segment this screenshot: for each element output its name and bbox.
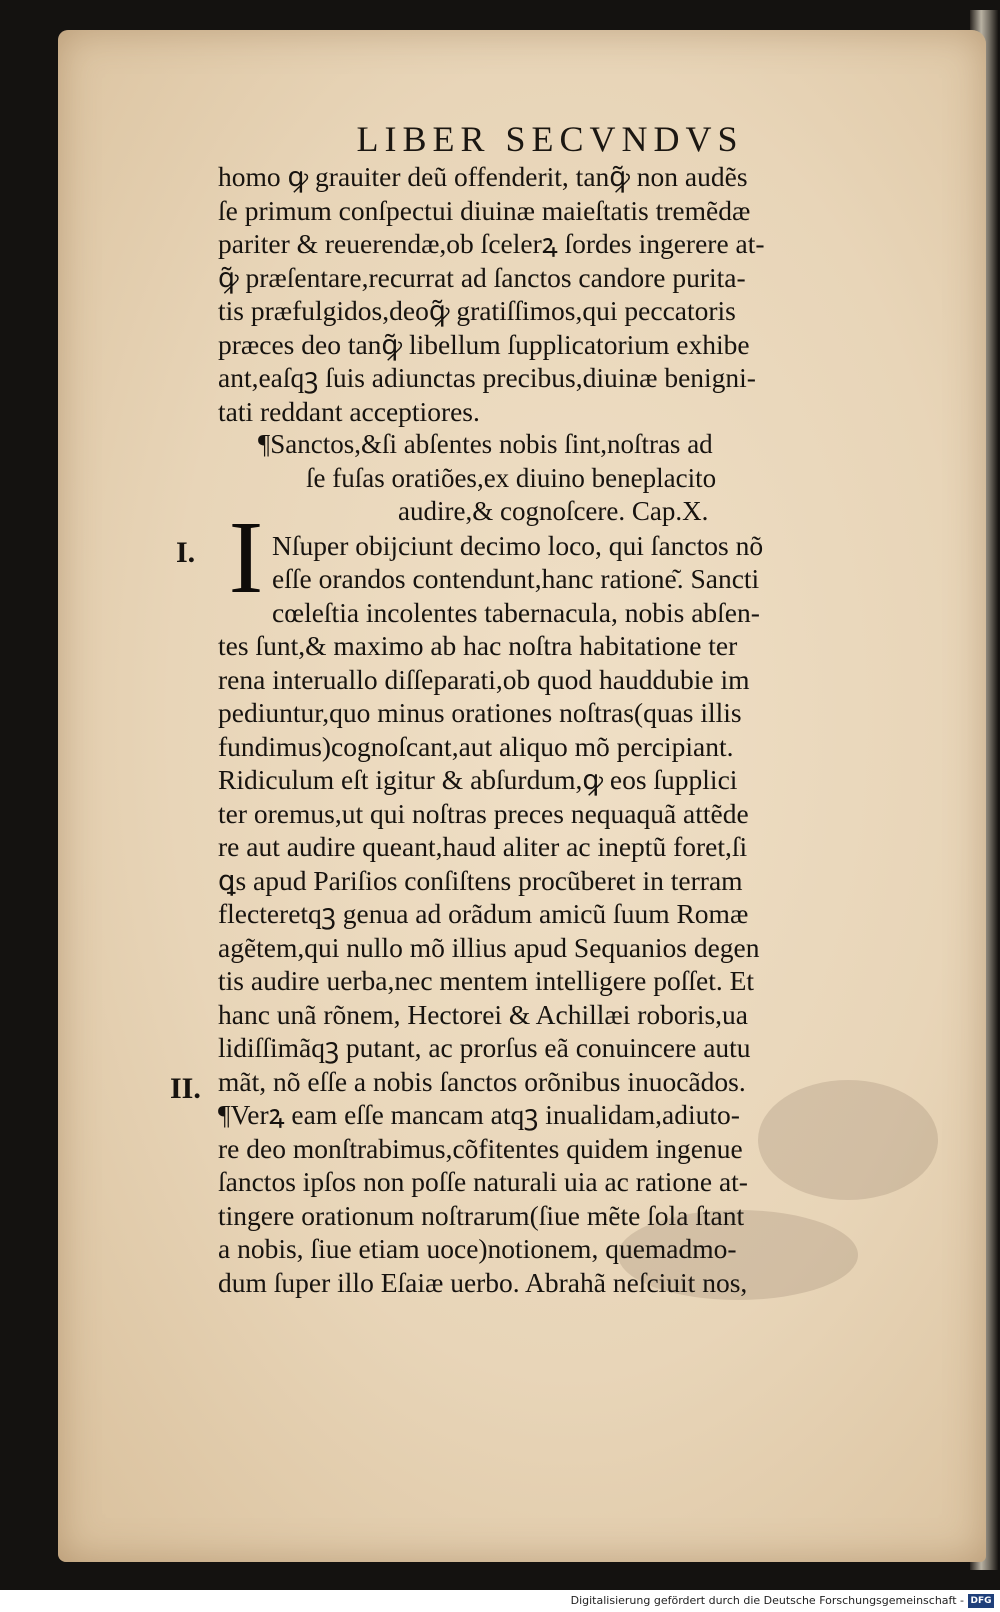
text-line: mãt, nõ eſſe a nobis ſanctos orõnibus inuocãdos. [218,1065,746,1097]
text-line: ant,eaſqꝫ ſuis adiunctas precibus,diuinæ benigni- [218,362,756,393]
text-line: tis præfulgidos,deoꝙ̃ gratiſſimos,qui peccatoris [218,295,736,326]
text-line: homo ꝙ grauiter deũ offenderit, tanꝙ̃ non audẽs [218,161,748,192]
drop-initial-lines [218,529,898,630]
heading-line: ¶Sanctos,&ſi abſentes nobis ſint,noſtras ad [258,429,713,459]
text-line: ter oremus,ut qui noſtras preces nequaquã attẽde [218,797,749,829]
text-line: tingere orationum noſtrarum(ſiue mẽte ſola ſtant [218,1199,745,1231]
body-paragraph [218,629,898,1098]
heading-line: audire,& cognoſcere. Cap.X. [398,496,709,526]
marginal-number-2: II. [170,1072,201,1105]
text-line: rena interuallo diſſeparati,ob quod hauddubie im [218,663,750,695]
text-line: ſanctos ipſos non poſſe naturali uia ac ratione at- [218,1166,748,1197]
text-line: a nobis, ſiue etiam uoce)notionem, quemadmo- [218,1233,737,1264]
text-line: Ridiculum eſt igitur & abſurdum,ꝙ eos ſupplici [218,764,738,795]
footer-credit: Digitalisierung gefördert durch die Deutsche Forschungsgemeinschaft - [570,1594,964,1607]
text-line: fundimus)cognoſcant,aut aliquo mõ percipiant. [218,730,734,762]
text-line: ¶Verꝝ eam eſſe mancam atqꝫ inualidam,adiuto- [218,1099,740,1130]
text-line: hanc unã rõnem, Hectorei & Achillæi roboris,ua [218,998,748,1030]
marginal-number-1: I. [176,536,196,569]
text-line: tes ſunt,& maximo ab hac noſtra habitatione ter [218,630,738,661]
text-line: dum ſuper illo Eſaiæ uerbo. Abrahã neſciuit nos, [218,1266,748,1298]
text-line: flecteretqꝫ genua ad orãdum amicũ ſuum Romæ [218,898,749,929]
text-block [218,160,898,1299]
text-line: pediuntur,quo minus orationes noſtras(quas illis [218,697,742,728]
chapter-heading [258,428,898,529]
text-line: pariter & reuerendæ,ob ſcelerꝝ ſordes ingerere at- [218,228,765,259]
text-line: eſſe orandos contendunt,hanc ratione͂. Sancti [272,563,760,594]
text-line: Nſuper obijciunt decimo loco, qui ſanctos nõ [272,529,764,561]
second-paragraph [218,1098,898,1299]
running-head: LIBER SECVNDVS [356,119,744,159]
dfg-logo: DFG [968,1594,994,1608]
text-line: lidiſſimãqꝫ putant, ac prorſus eã conuincere autu [218,1032,751,1063]
text-line: ꝗs apud Pariſios conſiſtens procũberet in terram [218,864,743,896]
text-line: ſe primum conſpectui diuinæ maieſtatis tremẽdæ [218,194,751,226]
text-line: cœleſtia incolentes tabernacula, nobis abſen- [272,596,760,628]
drop-initial: I [228,500,264,615]
text-line: tati reddant acceptiores. [218,395,480,427]
text-line: tis audire uerba,nec mentem intelligere poſſet. Et [218,965,755,996]
text-line: re deo monſtrabimus,cõfitentes quidem ingenue [218,1132,743,1164]
text-line: agẽtem,qui nullo mõ illius apud Sequanios degen [218,931,760,963]
text-line: præces deo tanꝙ̃ libellum ſupplicatorium exhibe [218,328,750,360]
digitization-footer [0,1590,1000,1612]
text-line: re aut audire queant,haud aliter ac ineptũ foret,ſi [218,831,748,862]
text-line: ꝙ̃ præſentare,recurrat ad ſanctos candore purita- [218,261,746,293]
intro-paragraph [218,160,898,428]
heading-line: ſe fuſas oratiões,ex diuino beneplacito [306,462,717,493]
